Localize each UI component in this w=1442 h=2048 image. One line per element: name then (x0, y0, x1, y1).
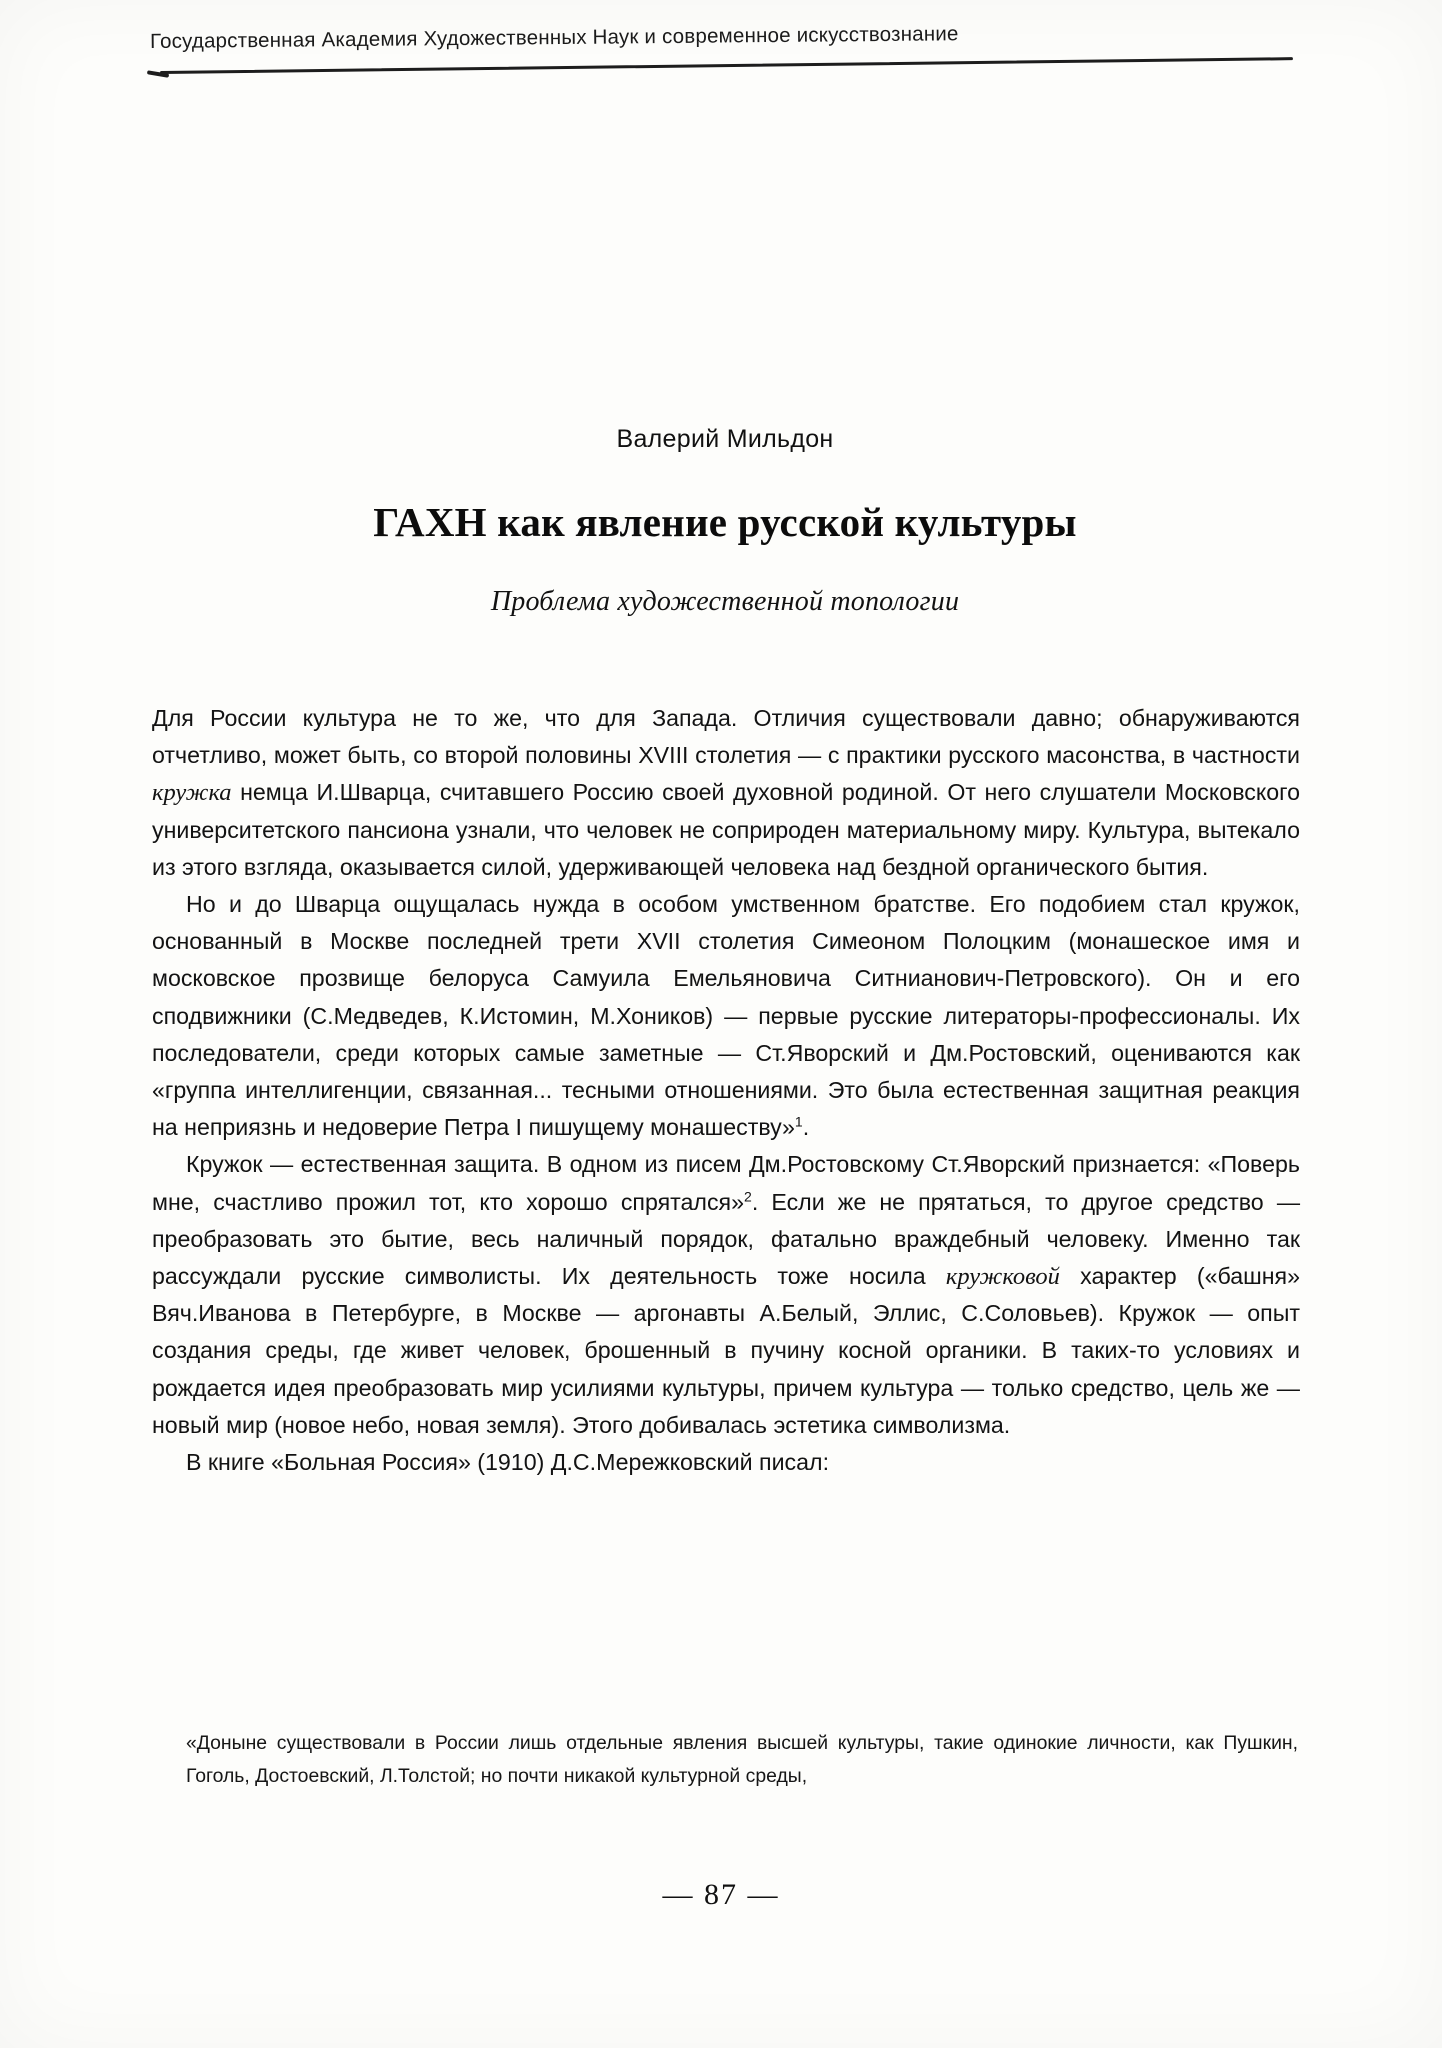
paragraph-2-text: Но и до Шварца ощущалась нужда в особом умственном братстве. Его подобием стал кружок, основанный в Москве последней трети XVII столетия Симеоном Полоцким (монашеское имя и московское прозвище белоруса Самуила Емельяновича Ситнианович-Петровского). Он и его сподвижники (С.Медведев, К.Истомин, М.Хоников) — первые русские литераторы-профессионалы. Их последователи, среди которых самые заметные — Ст.Яворский и Дм.Ростовский, оцениваются как «группа интеллигенции, связанная... тесными отношениями. Это была естественная защитная реакция на неприязнь и недоверие Петра I пишущему монашеству» (152, 891, 1300, 1141)
paragraph-1-part-2: немца И.Шварца, считавшего Россию своей духовной родиной. От него слушатели Московского университетского пансиона узнали, что человек не соприроден материальному миру. Культура, вытекало из этого взгляда, оказывается силой, удерживающей человека над бездной органического бытия. (152, 779, 1300, 880)
running-head-text: Государственная Академия Художественных Наук и современное искусствознание (150, 22, 959, 53)
footnote-marker-2[interactable]: 2 (744, 1187, 752, 1204)
paragraph-3 (152, 1146, 1300, 1444)
paragraph-4-text: В книге «Больная Россия» (1910) Д.С.Мережковский писал: (186, 1449, 830, 1476)
article-subtitle: Проблема художественной топологии (490, 586, 960, 617)
paragraph-2 (152, 886, 1300, 1146)
page-title: ГАХН как явление русской культуры (373, 499, 1077, 545)
paragraph-1 (152, 700, 1300, 886)
block-quote (186, 1727, 1298, 1793)
paragraph-3-emphasis: кружковой (945, 1263, 1060, 1291)
paragraph-1-emphasis: кружка (152, 779, 232, 807)
paragraph-3-part-3: характер («башня» Вяч.Иванова в Петербурге, в Москве — аргонавты А.Белый, Эллис, С.Соловьев). Кружок — опыт создания среды, где живет человек, брошенный в пучину косной органики. В таких-то условиях и рождается идея преобразовать мир усилиями культуры, причем культура — только средство, цель же — новый мир (новое небо, новая земля). Этого добивалась эстетика символизма. (152, 1263, 1301, 1438)
paragraph-3-part-1: Кружок — естественная защита. В одном из писем Дм.Ростовскому Ст.Яворский признается: «Поверь мне, счастливо прожил тот, кто хорошо спрятался» (152, 1151, 1300, 1215)
running-head-rule (160, 57, 1293, 74)
page-number: — 87 — (662, 1878, 780, 1911)
block-quote-text: «Доныне существовали в России лишь отдельные явления высшей культуры, такие одинокие личности, как Пушкин, Гоголь, Достоевский, Л.Толстой; но почти никакой культурной среды, (186, 1732, 1298, 1787)
article-author: Валерий Мильдон (616, 425, 834, 453)
title-block (150, 425, 1300, 618)
article-body (152, 700, 1300, 1481)
paragraph-1-part-1: Для России культура не то же, что для Запада. Отличия существовали давно; обнаруживаются отчетливо, может быть, со второй половины XVIII столетия — с практики русского масонства, в частности (152, 705, 1300, 769)
footnote-marker-1[interactable]: 1 (794, 1113, 803, 1130)
paragraph-3-part-2: . Если же не прятаться, то другое средство — преобразовать это бытие, весь наличный порядок, фатально враждебный человеку. Именно так рассуждали русские символисты. Их деятельность тоже носила (152, 1188, 1301, 1290)
running-head (150, 22, 1300, 90)
paragraph-2-end: . (802, 1114, 810, 1141)
paragraph-4 (152, 1444, 1300, 1481)
